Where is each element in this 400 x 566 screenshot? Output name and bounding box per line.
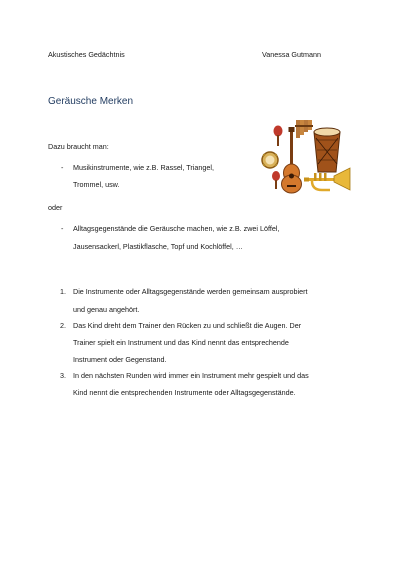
step-number: 1. <box>60 287 66 296</box>
tambourine-icon <box>262 152 278 168</box>
step-line: Das Kind dreht dem Trainer den Rücken zu und schließt die Augen. Der <box>73 321 302 330</box>
drum-icon <box>314 128 340 172</box>
connector-text: oder <box>48 203 63 212</box>
bullet-line: Alltagsgegenstände die Geräusche machen, wie z.B. zwei Löffel, <box>73 224 280 233</box>
musical-instruments-icon <box>256 118 354 198</box>
step-number: 2. <box>60 321 66 330</box>
step-line: Die Instrumente oder Alltagsgegenstände werden gemeinsam ausprobiert <box>73 287 308 296</box>
header-topic: Akustisches Gedächtnis <box>48 50 125 59</box>
intro-text: Dazu braucht man: <box>48 142 109 151</box>
page-title: Geräusche Merken <box>48 96 134 107</box>
bullet-line: Musikinstrumente, wie z.B. Rassel, Triangel, <box>73 163 215 172</box>
step-line: Trainer spielt ein Instrument und das Kind nennt das entsprechende <box>73 338 289 347</box>
step-line: Instrument oder Gegenstand. <box>73 355 167 364</box>
step-line: Kind nennt die entsprechenden Instrumente oder Alltagsgegenstände. <box>73 388 296 397</box>
step-line: und genau angehört. <box>73 305 140 314</box>
header-author: Vanessa Gutmann <box>262 50 321 59</box>
step-number: 3. <box>60 371 66 380</box>
bullet-line: Jausensackerl, Plastikflasche, Topf und Kochlöffel, … <box>73 242 243 251</box>
step-line: In den nächsten Runden wird immer ein Instrument mehr gespielt und das <box>73 371 309 380</box>
bullet-dash: - <box>61 224 64 233</box>
bullet-dash: - <box>61 163 64 172</box>
bullet-line: Trommel, usw. <box>73 180 120 189</box>
pan-flute-icon <box>295 120 313 138</box>
